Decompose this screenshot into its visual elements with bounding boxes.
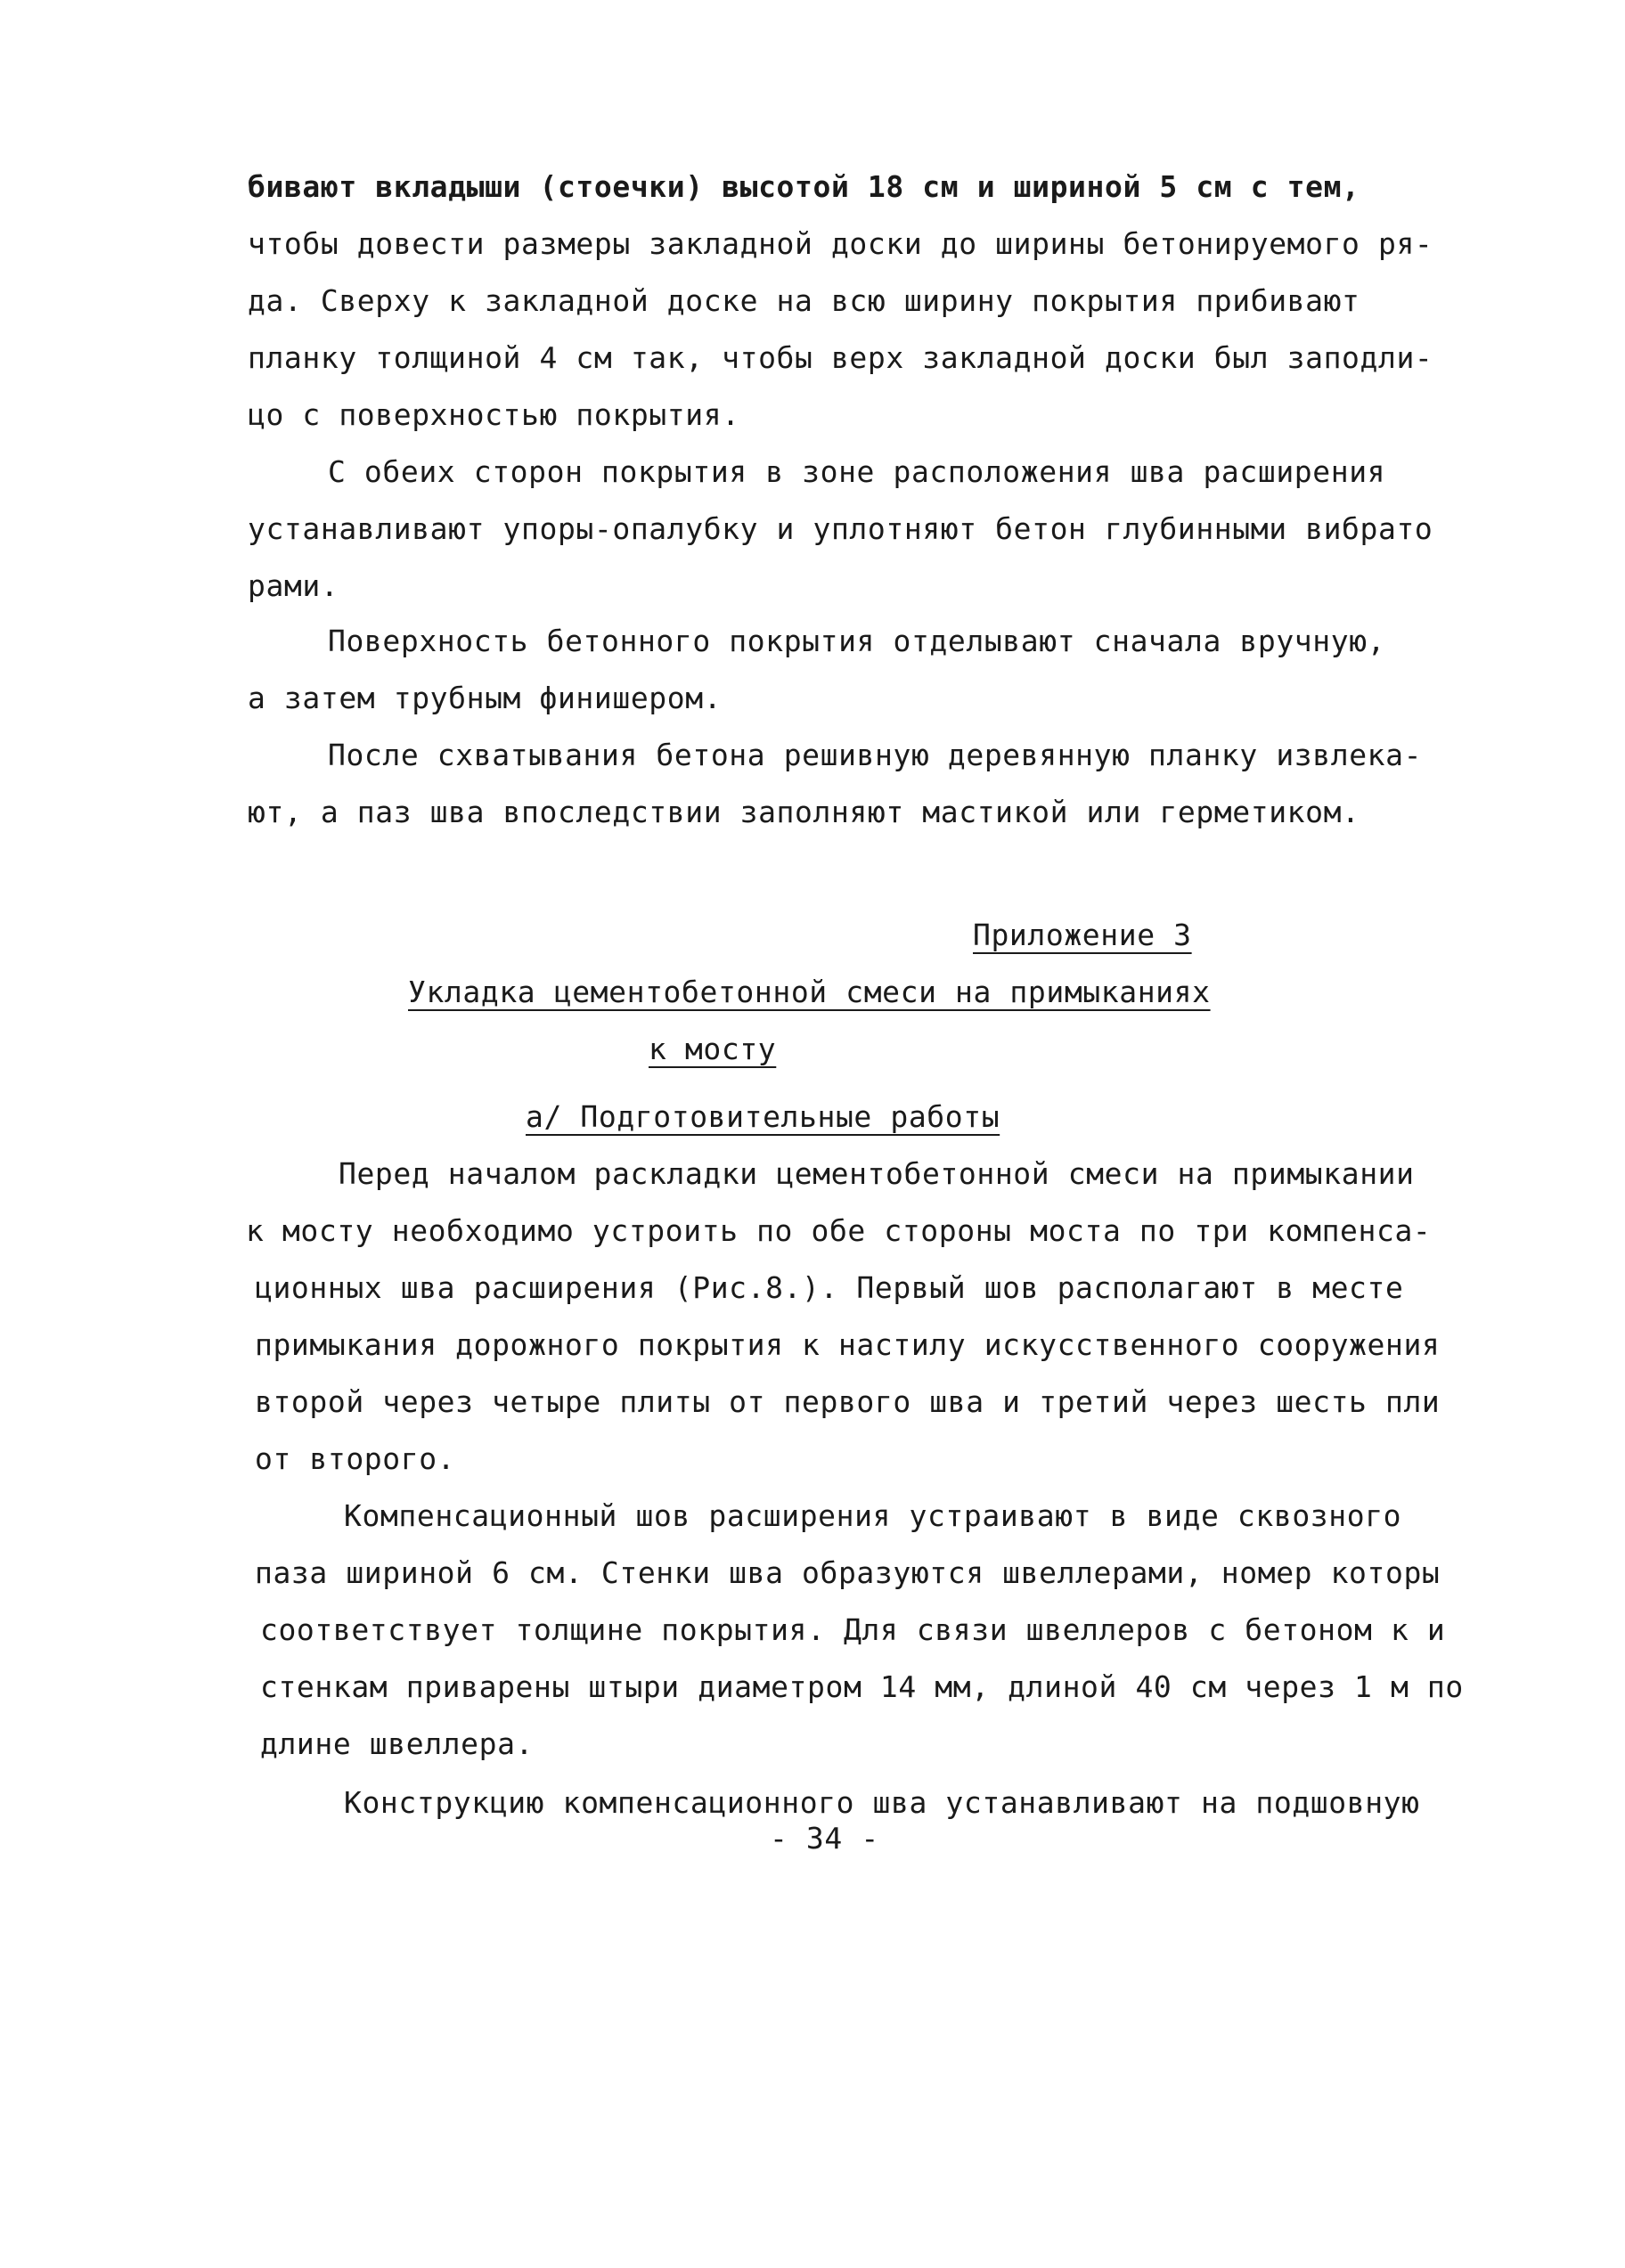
text-line: Поверхность бетонного покрытия отделывают сначала вручную, bbox=[328, 624, 1386, 658]
text-line: второй через четыре плиты от первого шва и третий через шесть пли bbox=[255, 1384, 1441, 1419]
subsection-title: а/ Подготовительные работы bbox=[526, 1099, 1000, 1134]
text-line: устанавливают упоры-опалубку и уплотняют бетон глубинными вибрато bbox=[248, 511, 1433, 546]
text-line: Компенсационный шов расширения устраивают в виде сквозного bbox=[344, 1498, 1402, 1533]
text-line: Конструкцию компенсационного шва устанавливают на подшовную bbox=[344, 1785, 1420, 1820]
text-line: рами. bbox=[248, 568, 339, 603]
text-line: а затем трубным финишером. bbox=[248, 681, 723, 715]
text-line: планку толщиной 4 см так, чтобы верх закладной доски был заподли- bbox=[248, 340, 1433, 375]
text-line: После схватывания бетона решивную деревянную планку извлека- bbox=[328, 738, 1423, 772]
text-line: к мосту необходимо устроить по обе стороны моста по три компенса- bbox=[246, 1213, 1432, 1248]
text-line: стенкам приварены штыри диаметром 14 мм, длиной 40 см через 1 м по bbox=[260, 1669, 1464, 1704]
text-line: бивают вкладыши (стоечки) высотой 18 см и шириной 5 см с тем, bbox=[248, 169, 1360, 204]
text-line: Перед началом раскладки цементобетонной смеси на примыкании bbox=[339, 1156, 1415, 1191]
appendix-label: Приложение 3 bbox=[973, 918, 1192, 952]
section-title: Укладка цементобетонной смеси на примыканиях bbox=[408, 975, 1211, 1009]
text-line: чтобы довести размеры закладной доски до ширины бетонируемого ря- bbox=[248, 226, 1433, 261]
text-line: соответствует толщине покрытия. Для связи швеллеров с бетоном к и bbox=[260, 1612, 1446, 1647]
text-line: да. Сверху к закладной доске на всю ширину покрытия прибивают bbox=[248, 283, 1360, 318]
page-number: - 34 - bbox=[770, 1821, 879, 1856]
text-line: длине швеллера. bbox=[260, 1726, 535, 1761]
text-line: от второго. bbox=[255, 1441, 456, 1476]
text-line: паза шириной 6 см. Стенки шва образуются швеллерами, номер которы bbox=[255, 1555, 1441, 1590]
section-title-continuation: к мосту bbox=[649, 1032, 777, 1066]
text-line: ют, а паз шва впоследствии заполняют мастикой или герметиком. bbox=[248, 795, 1360, 829]
text-line: ционных шва расширения (Рис.8.). Первый шов располагают в месте bbox=[255, 1270, 1404, 1305]
text-line: С обеих сторон покрытия в зоне расположения шва расширения bbox=[328, 454, 1386, 489]
text-line: цо с поверхностью покрытия. bbox=[248, 397, 740, 432]
text-line: примыкания дорожного покрытия к настилу искусственного сооружения bbox=[255, 1327, 1441, 1362]
